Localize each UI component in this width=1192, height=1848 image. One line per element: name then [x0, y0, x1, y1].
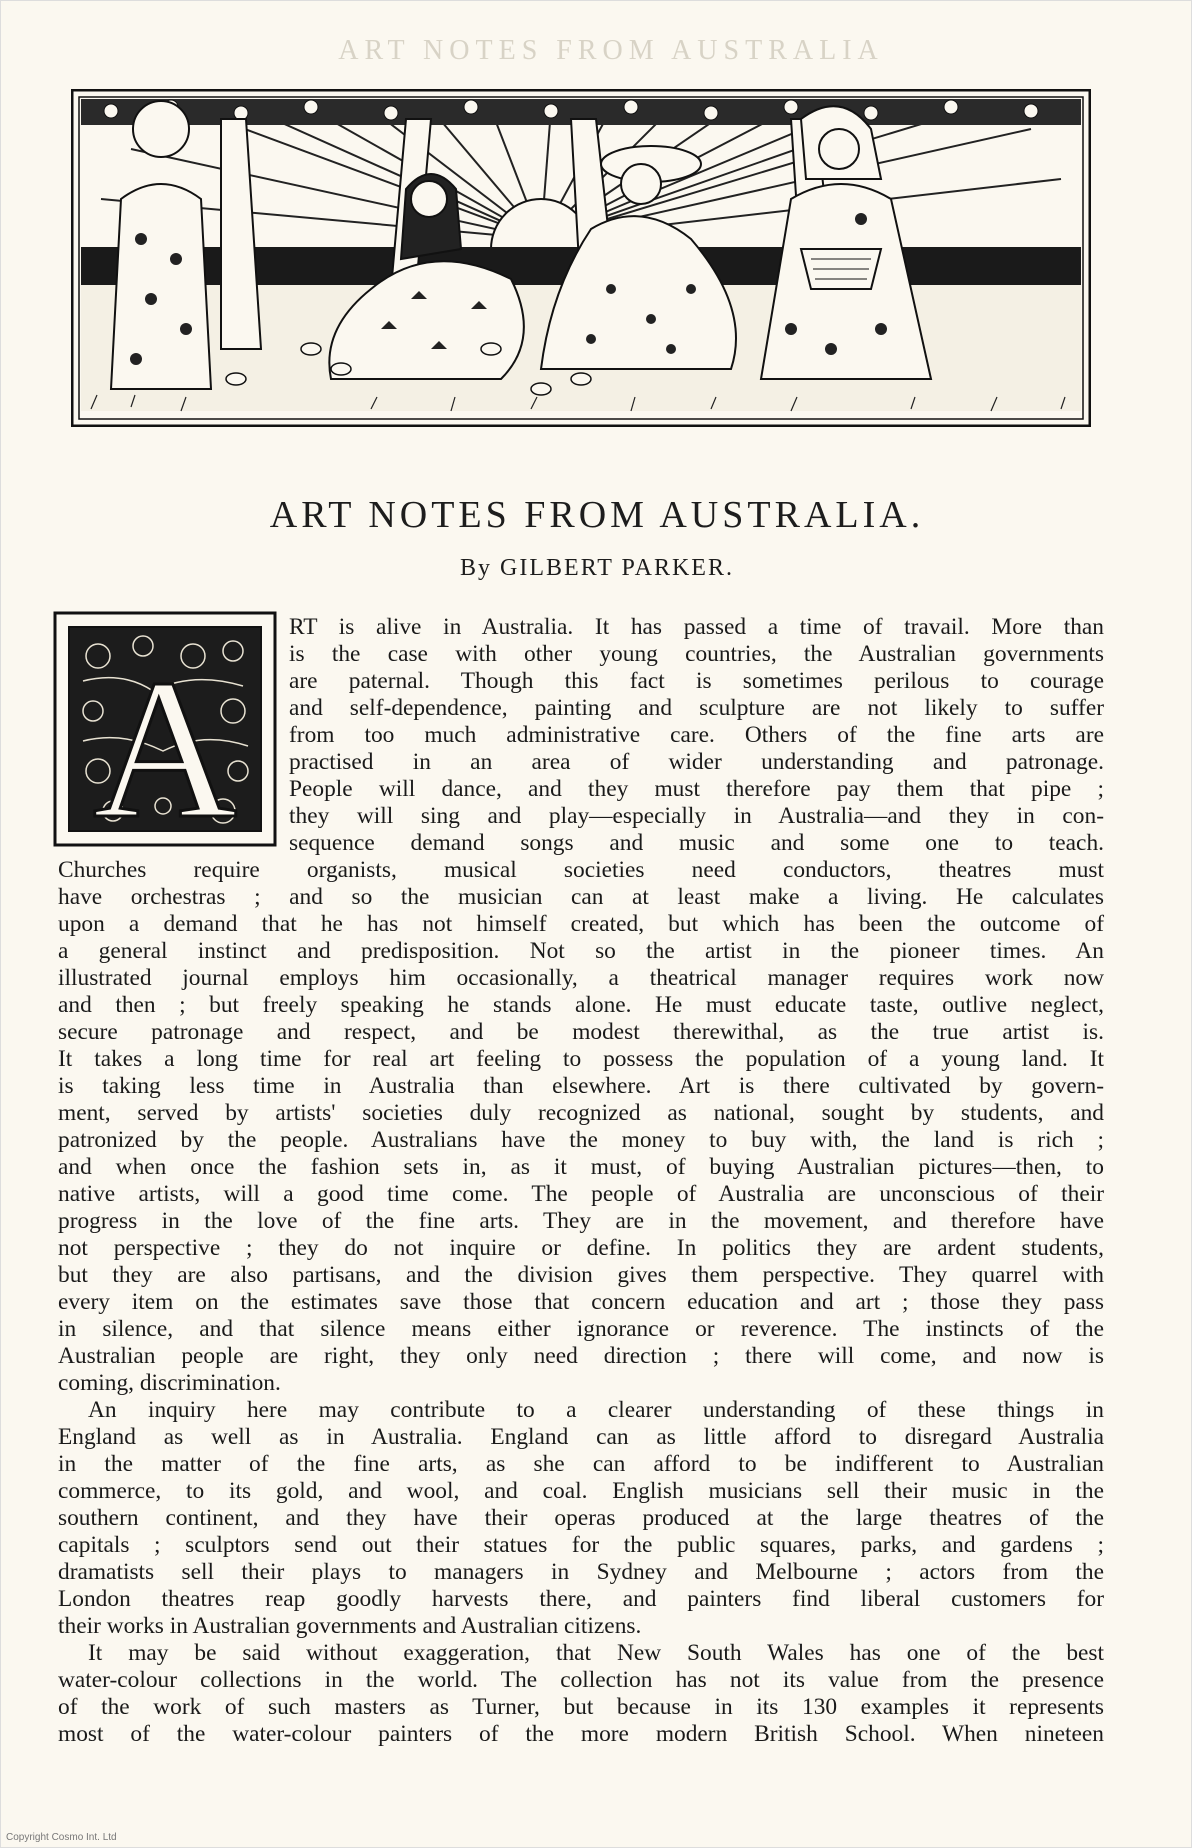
body-line: have orchestras ; and so the musician can at least make a living. He calculates [58, 884, 1104, 910]
body-line: Churches require organists, musical societies need conductors, theatres must [58, 857, 1104, 883]
body-line: secure patronage and respect, and be modest therewithal, as the true artist is. [58, 1019, 1104, 1045]
body-line: It may be said without exaggeration, that New South Wales has one of the best [88, 1640, 1104, 1666]
body-line: in silence, and that silence means either ignorance or reverence. The instincts of the [58, 1316, 1104, 1342]
body-line: their works in Australian governments and Australian citizens. [58, 1613, 642, 1639]
body-line: It takes a long time for real art feeling to possess the population of a young land. It [58, 1046, 1104, 1072]
body-line: a general instinct and predisposition. Not so the artist in the pioneer times. An [58, 938, 1104, 964]
body-line: every item on the estimates save those that concern education and art ; those they pass [58, 1289, 1104, 1315]
body-line: and self-dependence, painting and sculpture are not likely to suffer [289, 695, 1104, 721]
body-line: commerce, to its gold, and wool, and coal. English musicians sell their music in the [58, 1478, 1104, 1504]
body-line: but they are also partisans, and the division gives them perspective. They quarrel with [58, 1262, 1104, 1288]
body-line: from too much administrative care. Others of the fine arts are [289, 722, 1104, 748]
body-line: London theatres reap goodly harvests there, and painters find liberal customers for [58, 1586, 1104, 1612]
running-header-bleedthrough: ART NOTES FROM AUSTRALIA [338, 35, 884, 66]
body-line: of the work of such masters as Turner, but because in its 130 examples it represents [58, 1694, 1104, 1720]
body-line: practised in an area of wider understanding and patronage. [289, 749, 1104, 775]
body-line: coming, discrimination. [58, 1370, 281, 1396]
body-line: illustrated journal employs him occasionally, a theatrical manager requires work now [58, 965, 1104, 991]
body-line: Australian people are right, they only need direction ; there will come, and now is [58, 1343, 1104, 1369]
body-line: patronized by the people. Australians have the money to buy with, the land is rich ; [58, 1127, 1104, 1153]
article-title: ART NOTES FROM AUSTRALIA. [269, 494, 925, 536]
body-line: and when once the fashion sets in, as it must, of buying Australian pictures—then, to [58, 1154, 1104, 1180]
body-line: are paternal. Though this fact is sometimes perilous to courage [289, 668, 1104, 694]
header-illustration [71, 89, 1091, 427]
body-line: ment, served by artists' societies duly recognized as national, sought by students, and [58, 1100, 1104, 1126]
body-line: southern continent, and they have their operas produced at the large theatres of the [58, 1505, 1104, 1531]
body-line: An inquiry here may contribute to a clearer understanding of these things in [88, 1397, 1104, 1423]
body-line: sequence demand songs and music and some one to teach. [289, 830, 1104, 856]
body-line: they will sing and play—especially in Australia—and they in con- [289, 803, 1104, 829]
body-line: People will dance, and they must therefore pay them that pipe ; [289, 776, 1104, 802]
body-line: progress in the love of the fine arts. They are in the movement, and therefore have [58, 1208, 1104, 1234]
body-line: capitals ; sculptors send out their statues for the public squares, parks, and gardens ; [58, 1532, 1104, 1558]
body-line: and then ; but freely speaking he stands alone. He must educate taste, outlive neglect, [58, 992, 1104, 1018]
drop-cap [53, 611, 277, 847]
body-line: upon a demand that he has not himself created, but which has been the outcome of [58, 911, 1104, 937]
body-line: RT is alive in Australia. It has passed a time of travail. More than [289, 614, 1104, 640]
body-line: England as well as in Australia. England can as little afford to disregard Australia [58, 1424, 1104, 1450]
body-line: dramatists sell their plays to managers in Sydney and Melbourne ; actors from the [58, 1559, 1104, 1585]
body-line: water-colour collections in the world. The collection has not its value from the presence [58, 1667, 1104, 1693]
body-line: most of the water-colour painters of the more modern British School. When nineteen [58, 1721, 1104, 1747]
drop-cap-letter: A [92, 639, 238, 847]
body-line: is the case with other young countries, the Australian governments [289, 641, 1104, 667]
copyright-notice: Copyright Cosmo Int. Ltd [6, 1832, 117, 1843]
article-byline: By GILBERT PARKER. [460, 555, 734, 581]
body-line: in the matter of the fine arts, as she can afford to be indifferent to Australian [58, 1451, 1104, 1477]
body-line: is taking less time in Australia than elsewhere. Art is there cultivated by govern- [58, 1073, 1104, 1099]
body-line: native artists, will a good time come. The people of Australia are unconscious of their [58, 1181, 1104, 1207]
body-line: not perspective ; they do not inquire or define. In politics they are ardent students, [58, 1235, 1104, 1261]
